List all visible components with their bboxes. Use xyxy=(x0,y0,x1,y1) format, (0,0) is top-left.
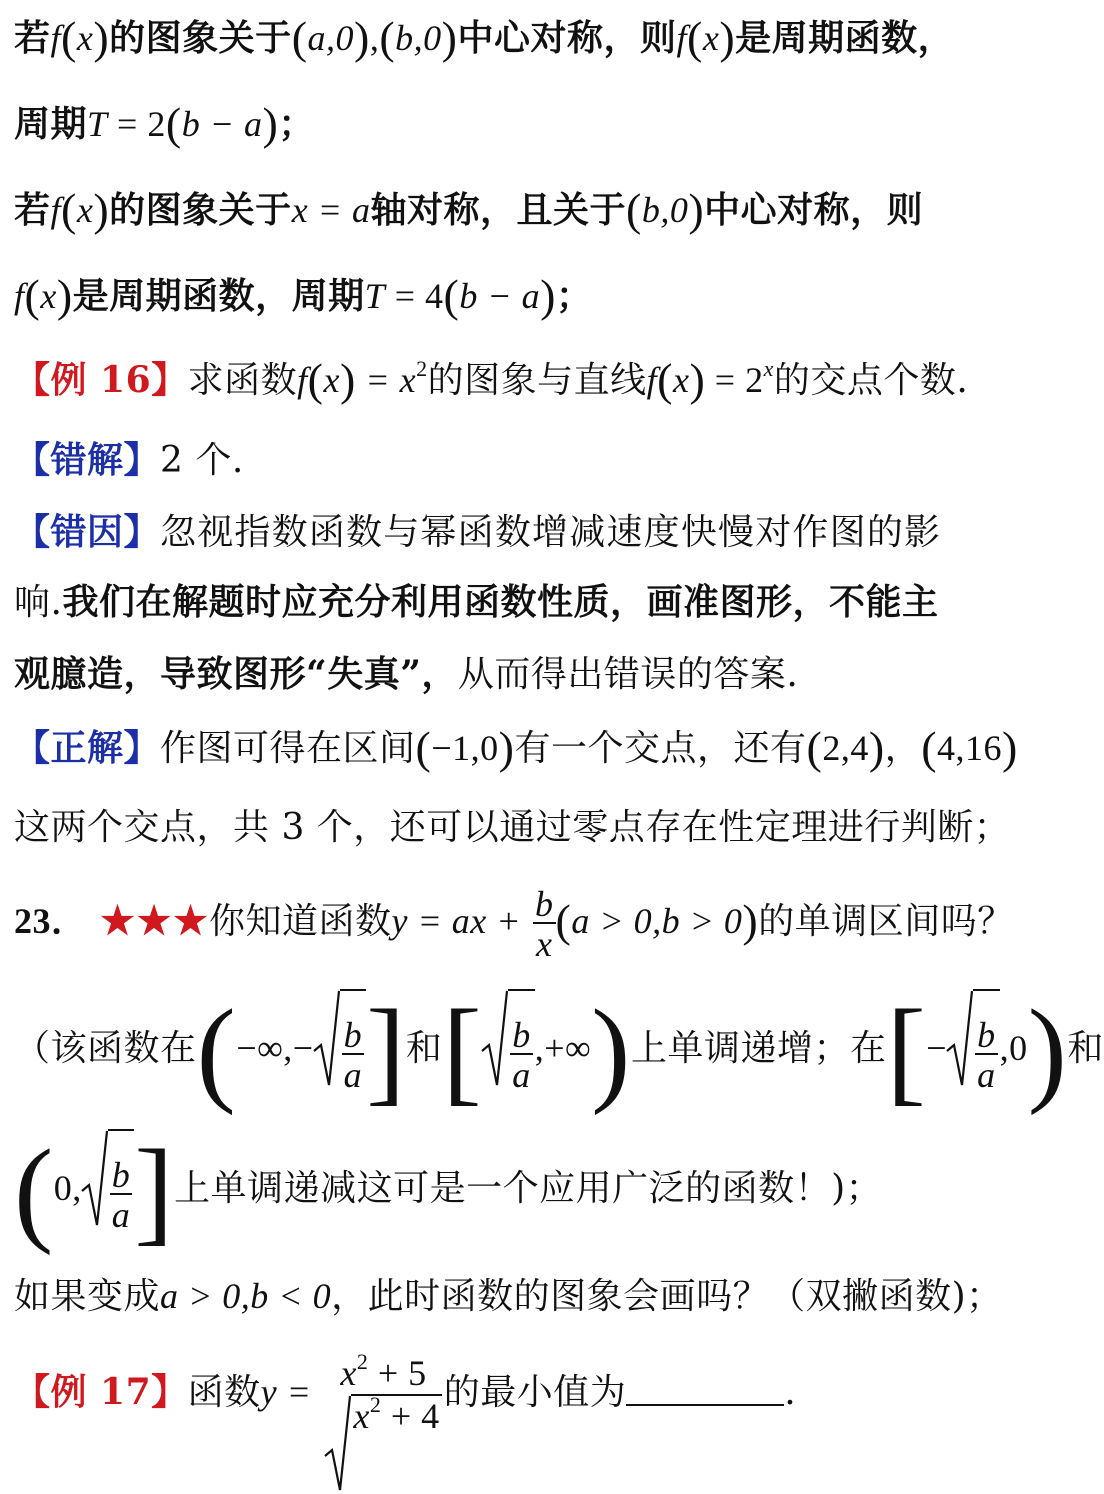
math-eq: = 2 xyxy=(705,360,764,400)
example-label: 【例 17】 xyxy=(14,1371,188,1413)
math-fraction xyxy=(533,886,556,962)
frac-num: b xyxy=(512,1015,531,1055)
frac-den xyxy=(323,1392,443,1435)
frac-num: b xyxy=(977,1015,996,1055)
text: 作图可得在区间 xyxy=(160,728,416,769)
text: 和 xyxy=(405,1028,443,1069)
big-paren: ( xyxy=(196,985,237,1116)
math-sqrt xyxy=(947,989,1000,1113)
math-text: 0, xyxy=(53,1168,82,1208)
cause-label: 【错因】 xyxy=(14,511,161,553)
line-period-2: 周期T = 2(b − a)； xyxy=(14,98,315,149)
math-x: x xyxy=(672,360,690,400)
math-x: x xyxy=(76,190,94,230)
right-label: 【正解】 xyxy=(14,727,161,769)
example16-question: 【例 16】求函数$f(x) = x^2$的图象与直线$f(x) = 2^x$的交点个数. xyxy=(14,354,969,405)
big-bracket: ] xyxy=(366,985,406,1116)
sqrt-sign xyxy=(947,989,973,1089)
paren: ) xyxy=(93,12,110,63)
text: 函数 xyxy=(187,1372,261,1413)
math-sqrt xyxy=(82,1129,135,1253)
big-bracket: ] xyxy=(134,1125,175,1256)
text: ，此时函数的图象会画吗？（双撇函数)； xyxy=(331,1276,1003,1317)
text: 观臆造，导致图形“失真”， xyxy=(14,653,458,695)
math-text: −∞,− xyxy=(236,1028,314,1068)
text: 2 个. xyxy=(160,440,244,481)
example16-right-2 xyxy=(14,804,1070,852)
text: 有一个交点，还有 xyxy=(514,728,807,769)
math-eq: y = ax + xyxy=(391,901,522,941)
frac-num: b xyxy=(535,884,554,924)
text: 的图象与直线 xyxy=(427,360,647,401)
math-condition: a > 0,b > 0 xyxy=(571,901,743,941)
math-sup: 2 xyxy=(369,1392,382,1417)
item23-answer-1 xyxy=(14,985,1104,1116)
wrong-label: 【错解】 xyxy=(14,439,161,481)
text: 响. xyxy=(14,582,63,623)
math-x: x xyxy=(76,18,94,58)
big-paren: ) xyxy=(1027,985,1068,1116)
example16-cause-3 xyxy=(14,650,1070,699)
math-fraction xyxy=(323,1349,443,1436)
line-periodic-center-center: 若f(x)的图象关于(a,0),(b,0)中心对称，则f(x)是周期函数， xyxy=(14,12,955,63)
math-point: b,0 xyxy=(641,190,689,230)
example17-question xyxy=(14,1340,1070,1445)
example16-cause-2 xyxy=(14,578,1070,627)
frac-den: a xyxy=(343,1055,363,1095)
math-expr: b − a xyxy=(181,104,263,144)
answer-blank[interactable] xyxy=(626,1374,784,1406)
item-number: 23． xyxy=(14,901,88,941)
text: ； xyxy=(555,275,593,317)
paren: ( xyxy=(61,12,77,63)
sqrt-sign xyxy=(325,1394,351,1494)
math-point: 4,16 xyxy=(937,728,1003,768)
star-icon: ★★★ xyxy=(99,901,209,942)
big-paren: ( xyxy=(14,1125,54,1256)
math-text: + 5 xyxy=(368,1353,427,1393)
math-eq: = 4 xyxy=(385,276,444,316)
text: 是周期函数， xyxy=(735,17,955,59)
line-period-4: f(x)是周期函数，周期T = 4(b − a)； xyxy=(14,270,593,321)
text: 的最小值为 xyxy=(443,1372,627,1413)
text: 从而得出错误的答案. xyxy=(457,654,799,695)
text: 这两个交点，共 3 个，还可以通过零点存在性定理进行判断； xyxy=(14,807,1011,848)
math-text: ,0 xyxy=(999,1028,1028,1068)
text: （该函数在 xyxy=(14,1028,197,1069)
sqrt-sign xyxy=(482,989,508,1089)
text: 忽视指数函数与幂函数增减速度快慢对作图的影 xyxy=(160,512,942,553)
math-f: f xyxy=(50,190,62,230)
math-eq: y = xyxy=(260,1372,312,1412)
sqrt-sign xyxy=(314,989,340,1089)
text: 若 xyxy=(14,189,51,231)
text: 的图象关于 xyxy=(109,17,292,59)
math-text: − xyxy=(926,1028,948,1068)
text: ， xyxy=(884,728,922,769)
text: . xyxy=(784,1372,797,1413)
sqrt-sign xyxy=(82,1129,108,1229)
line-periodic-axis-center: 若f(x)的图象关于x = a轴对称，且关于(b,0)中心对称，则 xyxy=(14,184,924,235)
example16-cause-1 xyxy=(14,508,1070,557)
item23-question: 23． ★★★你知道函数y = ax + $\frac{b}{x}$ (a > 0,b > 0)的单调区间吗？ xyxy=(14,884,1014,964)
text: 求函数 xyxy=(187,360,298,401)
math-text: ,+∞ xyxy=(534,1028,592,1068)
frac-num: b xyxy=(111,1155,131,1195)
text: 如果变成 xyxy=(14,1276,161,1317)
math-sup: 2 xyxy=(356,1349,369,1374)
text: ； xyxy=(278,103,315,145)
math-sup: x xyxy=(763,356,774,381)
math-f: f xyxy=(14,276,25,316)
frac-den: a xyxy=(977,1055,996,1095)
math-interval: −1,0 xyxy=(431,728,499,768)
math-sqrt xyxy=(482,989,535,1113)
math-f: f xyxy=(297,360,308,400)
math-point: a,0 xyxy=(307,18,355,58)
frac-num xyxy=(323,1349,443,1393)
math-sqrt xyxy=(314,989,367,1113)
frac-den: a xyxy=(512,1055,531,1095)
item23-answer-2 xyxy=(14,1125,1070,1256)
math-f: f xyxy=(50,18,62,58)
example16-right-1: 【正解】作图可得在区间(−1,0)有一个交点，还有(2,4)，(4,16) xyxy=(14,722,1018,773)
text: 周期 xyxy=(14,103,88,145)
math-point: b,0 xyxy=(395,18,442,58)
math-point: 2,4 xyxy=(822,728,869,768)
text: 的交点个数. xyxy=(773,360,969,401)
text: , xyxy=(369,18,380,58)
math-x: x xyxy=(40,276,57,316)
text: 和 xyxy=(1067,1028,1104,1069)
text: 我们在解题时应充分利用函数性质，画准图形，不能主 xyxy=(62,581,939,623)
math-condition: a > 0,b < 0 xyxy=(160,1276,332,1316)
big-bracket: [ xyxy=(442,985,483,1116)
big-paren: ) xyxy=(591,985,631,1116)
frac-den: a xyxy=(111,1195,131,1235)
math-eq: = 2 xyxy=(107,104,166,144)
math-f: f xyxy=(676,18,688,58)
text: 轴对称，且关于 xyxy=(370,189,626,231)
math-sup: 2 xyxy=(416,356,428,381)
math-x: x xyxy=(340,1353,357,1393)
example-label: 【例 16】 xyxy=(14,359,188,401)
text: 若 xyxy=(14,17,51,59)
text: 的单调区间吗？ xyxy=(758,901,1014,942)
math-T: T xyxy=(87,104,108,144)
text: 上单调递减这可是一个应用广泛的函数！)； xyxy=(174,1168,883,1209)
text: 是周期函数，周期 xyxy=(72,275,365,317)
big-bracket: [ xyxy=(886,985,927,1116)
math-eq: = x xyxy=(355,360,417,400)
math-x: x xyxy=(702,18,720,58)
math-expr: b − a xyxy=(459,276,541,316)
math-text: + 4 xyxy=(381,1396,440,1436)
math-T: T xyxy=(364,276,386,316)
math-eq: x = a xyxy=(291,190,371,230)
math-sqrt xyxy=(325,1394,441,1435)
frac-num: b xyxy=(343,1015,363,1055)
item23-followup xyxy=(14,1272,1070,1321)
frac-den: x xyxy=(533,922,556,962)
text: 你知道函数 xyxy=(208,901,392,942)
math-f: f xyxy=(646,360,658,400)
text: 上单调递增；在 xyxy=(630,1028,887,1069)
math-x: x xyxy=(353,1396,370,1436)
math-x: x xyxy=(323,360,340,400)
text: 中心对称，则 xyxy=(457,17,677,59)
text: 中心对称，则 xyxy=(704,189,924,231)
text: 的图象关于 xyxy=(109,189,292,231)
example16-wrong xyxy=(14,436,1070,485)
